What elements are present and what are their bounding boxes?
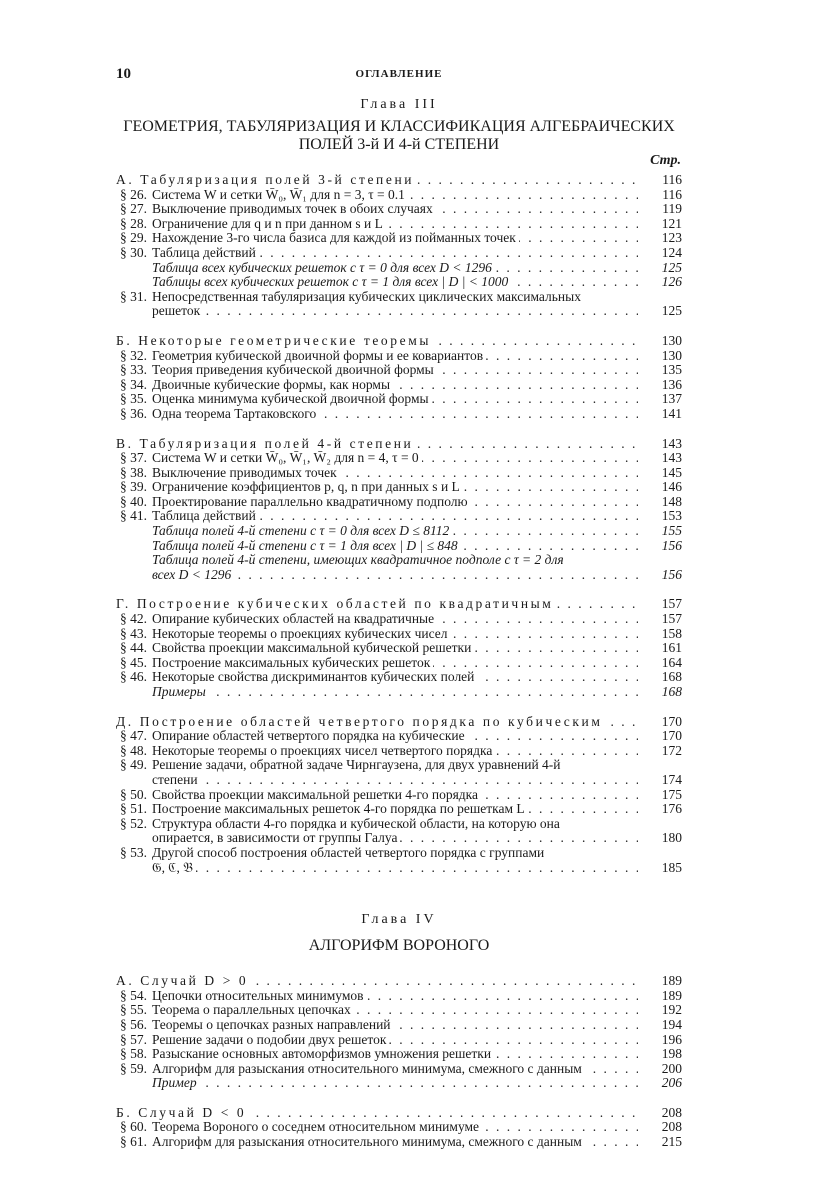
page-ref: 180 bbox=[638, 831, 682, 846]
toc-entry-continued bbox=[116, 861, 682, 876]
section-number: § 29. bbox=[120, 230, 147, 246]
section-number: § 44. bbox=[120, 640, 147, 656]
section-number: § 45. bbox=[120, 654, 147, 670]
toc-entry bbox=[116, 261, 682, 276]
entry-title: Ограничение для q и n при данном s и L bbox=[152, 217, 386, 231]
page-ref: 170 bbox=[638, 715, 682, 730]
section-number: § 50. bbox=[120, 786, 147, 802]
section-number: § 54. bbox=[120, 987, 147, 1003]
toc-entry bbox=[116, 349, 682, 364]
page-ref: 157 bbox=[638, 597, 682, 612]
part-heading bbox=[116, 1106, 682, 1121]
toc-entry bbox=[116, 524, 682, 539]
part-heading bbox=[116, 334, 682, 349]
page-ref: 168 bbox=[638, 685, 682, 700]
page-ref: 148 bbox=[638, 495, 682, 510]
toc-entry bbox=[116, 989, 682, 1004]
page-ref: 172 bbox=[638, 744, 682, 759]
section-number: § 30. bbox=[120, 244, 147, 260]
toc-entry bbox=[116, 612, 682, 627]
table-of-contents bbox=[116, 96, 682, 1150]
toc-entry bbox=[116, 539, 682, 554]
entry-title: опирается, в зависимости от группы Галуа bbox=[152, 831, 400, 845]
toc-entry bbox=[116, 392, 682, 407]
entry-title: Построение максимальных решеток 4-го порядка по решеткам L bbox=[152, 802, 528, 816]
page-ref: 192 bbox=[638, 1003, 682, 1018]
page-ref: 189 bbox=[638, 989, 682, 1004]
entry-title: всех D < 1296 bbox=[152, 568, 234, 582]
section-number: § 40. bbox=[120, 493, 147, 509]
toc-entry-continued bbox=[116, 304, 682, 319]
entry-title: Пример bbox=[152, 1076, 200, 1090]
page-header bbox=[116, 66, 682, 84]
section-number: § 27. bbox=[120, 201, 147, 217]
section-number: § 39. bbox=[120, 479, 147, 495]
entry-title: Некоторые свойства дискриминантов кубических полей bbox=[152, 670, 477, 684]
part-heading bbox=[116, 715, 682, 730]
entry-title: Теорема Вороного о соседнем относительном минимуме bbox=[152, 1120, 482, 1134]
toc-entry bbox=[116, 290, 682, 305]
section-number: § 31. bbox=[120, 288, 147, 304]
ch4-part-a-block bbox=[116, 974, 682, 1091]
page-ref: 174 bbox=[638, 773, 682, 788]
entry-title: А. Случай D > 0 bbox=[116, 974, 251, 988]
page-ref: 157 bbox=[638, 612, 682, 627]
toc-entry-continued bbox=[116, 568, 682, 583]
page-ref: 119 bbox=[638, 202, 682, 217]
part-v-block bbox=[116, 437, 682, 583]
section-number: § 43. bbox=[120, 625, 147, 641]
part-heading bbox=[116, 974, 682, 989]
page-ref: 185 bbox=[638, 861, 682, 876]
page-ref: 175 bbox=[638, 788, 682, 803]
section-number: § 46. bbox=[120, 669, 147, 685]
page-ref: 116 bbox=[638, 188, 682, 203]
page-ref: 145 bbox=[638, 466, 682, 481]
toc-entry bbox=[116, 202, 682, 217]
section-number: § 58. bbox=[120, 1046, 147, 1062]
section-number: § 37. bbox=[120, 450, 147, 466]
part-g-block bbox=[116, 597, 682, 699]
running-head: ОГЛАВЛЕНИЕ bbox=[355, 68, 443, 80]
page-ref: 136 bbox=[638, 378, 682, 393]
page-ref: 170 bbox=[638, 729, 682, 744]
page-ref: 130 bbox=[638, 349, 682, 364]
entry-title: Таблицы всех кубических решеток с τ = 1 для всех | D | < 1000 bbox=[152, 275, 511, 289]
toc-entry bbox=[116, 188, 682, 203]
entry-title: Свойства проекции максимальной кубической решетки bbox=[152, 641, 474, 655]
page-ref: 200 bbox=[638, 1062, 682, 1077]
section-number: § 42. bbox=[120, 611, 147, 627]
toc-entry bbox=[116, 627, 682, 642]
toc-entry bbox=[116, 275, 682, 290]
chapter-3-label: Глава III bbox=[360, 97, 438, 112]
entry-title: Выключение приводимых точек bbox=[152, 466, 340, 480]
entry-title: Опирание кубических областей на квадратичные bbox=[152, 612, 437, 626]
page-ref: 194 bbox=[638, 1018, 682, 1033]
section-number: § 55. bbox=[120, 1002, 147, 1018]
chapter-3-title bbox=[116, 118, 682, 154]
entry-title: Таблица действий bbox=[152, 246, 259, 260]
entry-title: Д. Построение областей четвертого порядка по кубическим bbox=[116, 715, 606, 729]
toc-entry-continued bbox=[116, 831, 682, 846]
entry-title: Алгорифм для разыскания относительного минимума, смежного с данным bbox=[152, 1062, 585, 1076]
section-number: § 26. bbox=[120, 186, 147, 202]
toc-entry bbox=[116, 378, 682, 393]
toc-entry bbox=[116, 553, 682, 568]
section-number: § 51. bbox=[120, 801, 147, 817]
toc-entry bbox=[116, 729, 682, 744]
entry-title: В. Табуляризация полей 4-й степени bbox=[116, 437, 416, 451]
page-ref: 121 bbox=[638, 217, 682, 232]
entry-title: Решение задачи о подобии двух решеток bbox=[152, 1033, 389, 1047]
entry-title: Система W и сетки W̄₀, W̄₁ для n = 3, τ = 0.1 bbox=[152, 188, 408, 202]
part-heading bbox=[116, 437, 682, 452]
part-a-block bbox=[116, 173, 682, 319]
section-number: § 49. bbox=[120, 757, 147, 773]
section-number: § 33. bbox=[120, 362, 147, 378]
toc-entry bbox=[116, 480, 682, 495]
page-ref: 143 bbox=[638, 437, 682, 452]
page-column-label: Стр. bbox=[650, 153, 681, 168]
page-ref: 198 bbox=[638, 1047, 682, 1062]
entry-title: Другой способ построения областей четвертого порядка с группами bbox=[152, 846, 547, 860]
toc-entry bbox=[116, 685, 682, 700]
section-number: § 32. bbox=[120, 347, 147, 363]
toc-entry-continued bbox=[116, 773, 682, 788]
section-number: § 28. bbox=[120, 215, 147, 231]
page-ref: 153 bbox=[638, 509, 682, 524]
section-number: § 53. bbox=[120, 844, 147, 860]
page-ref: 116 bbox=[638, 173, 682, 188]
toc-entry bbox=[116, 1018, 682, 1033]
entry-title: Таблица действий bbox=[152, 509, 259, 523]
page-ref: 196 bbox=[638, 1033, 682, 1048]
entry-title: Одна теорема Тартаковского bbox=[152, 407, 319, 421]
toc-entry bbox=[116, 495, 682, 510]
toc-entry bbox=[116, 451, 682, 466]
entry-title: Б. Случай D < 0 bbox=[116, 1106, 249, 1120]
page-ref: 143 bbox=[638, 451, 682, 466]
toc-entry bbox=[116, 407, 682, 422]
page-ref: 125 bbox=[638, 261, 682, 276]
chapter-3-title-line-1: ГЕОМЕТРИЯ, ТАБУЛЯРИЗАЦИЯ И КЛАССИФИКАЦИЯ АЛГЕБРАИЧЕСКИХ bbox=[123, 118, 675, 135]
page-ref: 146 bbox=[638, 480, 682, 495]
entry-title: Выключение приводимых точек в обоих случаях bbox=[152, 202, 436, 216]
entry-title: Таблица полей 4-й степени с τ = 1 для всех | D | ≤ 848 bbox=[152, 539, 461, 553]
entry-title: Непосредственная табуляризация кубических циклических максимальных bbox=[152, 290, 584, 304]
ch4-part-b-block bbox=[116, 1106, 682, 1150]
entry-title: Теорема о параллельных цепочках bbox=[152, 1003, 354, 1017]
page-ref: 156 bbox=[638, 568, 682, 583]
section-number: § 34. bbox=[120, 376, 147, 392]
toc-entry bbox=[116, 217, 682, 232]
section-number: § 59. bbox=[120, 1060, 147, 1076]
part-heading bbox=[116, 173, 682, 188]
entry-title: Некоторые теоремы о проекциях кубических чисел bbox=[152, 627, 451, 641]
page-ref: 189 bbox=[638, 974, 682, 989]
entry-title: Структура области 4-го порядка и кубической области, на которую она bbox=[152, 817, 563, 831]
toc-entry bbox=[116, 656, 682, 671]
toc-entry bbox=[116, 1062, 682, 1077]
entry-title: степени bbox=[152, 773, 201, 787]
section-number: § 47. bbox=[120, 728, 147, 744]
entry-title: 𝔊, ℭ, 𝔅 bbox=[152, 861, 196, 875]
entry-title: Теоремы о цепочках разных направлений bbox=[152, 1018, 394, 1032]
entry-title: Таблица полей 4-й степени, имеющих квадратичное подполе с τ = 2 для bbox=[152, 553, 567, 567]
page-ref: 164 bbox=[638, 656, 682, 671]
page-ref: 206 bbox=[638, 1076, 682, 1091]
entry-title: Решение задачи, обратной задаче Чирнгаузена, для двух уравнений 4-й bbox=[152, 758, 564, 772]
entry-title: Двоичные кубические формы, как нормы bbox=[152, 378, 393, 392]
entry-title: Опирание областей четвертого порядка на кубические bbox=[152, 729, 468, 743]
entry-title: Ограничение коэффициентов p, q, n при данных s и L bbox=[152, 480, 463, 494]
toc-entry bbox=[116, 1076, 682, 1091]
toc-entry bbox=[116, 744, 682, 759]
page-ref: 155 bbox=[638, 524, 682, 539]
page-ref: 161 bbox=[638, 641, 682, 656]
chapter-4-title: АЛГОРИФМ ВОРОНОГО bbox=[308, 937, 490, 955]
entry-title: Г. Построение кубических областей по квадратичным bbox=[116, 597, 556, 611]
page-ref: 215 bbox=[638, 1135, 682, 1150]
toc-entry bbox=[116, 231, 682, 246]
entry-title: Некоторые теоремы о проекциях чисел четвертого порядка bbox=[152, 744, 495, 758]
entry-title: Таблица полей 4-й степени с τ = 0 для всех D ≤ 8112 bbox=[152, 524, 452, 538]
section-number: § 48. bbox=[120, 742, 147, 758]
section-number: § 56. bbox=[120, 1016, 147, 1032]
page-ref: 137 bbox=[638, 392, 682, 407]
toc-entry bbox=[116, 670, 682, 685]
page-ref: 208 bbox=[638, 1120, 682, 1135]
entry-title: А. Табуляризация полей 3-й степени bbox=[116, 173, 417, 187]
toc-entry bbox=[116, 1135, 682, 1150]
toc-entry bbox=[116, 1120, 682, 1135]
chapter-4-label: Глава IV bbox=[361, 912, 437, 928]
toc-entry bbox=[116, 846, 682, 861]
toc-entry bbox=[116, 246, 682, 261]
page-ref: 176 bbox=[638, 802, 682, 817]
entry-title: Геометрия кубической двоичной формы и ее ковариантов bbox=[152, 349, 486, 363]
part-b-block bbox=[116, 334, 682, 422]
toc-entry bbox=[116, 509, 682, 524]
page-ref: 125 bbox=[638, 304, 682, 319]
page-ref: 130 bbox=[638, 334, 682, 349]
toc-entry bbox=[116, 641, 682, 656]
page-ref: 168 bbox=[638, 670, 682, 685]
entry-title: Нахождение 3-го числа базиса для каждой из пойманных точек bbox=[152, 231, 519, 245]
section-number: § 61. bbox=[120, 1134, 147, 1150]
toc-entry bbox=[116, 1047, 682, 1062]
toc-entry bbox=[116, 802, 682, 817]
page-ref: 135 bbox=[638, 363, 682, 378]
toc-entry bbox=[116, 1033, 682, 1048]
toc-entry bbox=[116, 466, 682, 481]
toc-entry bbox=[116, 817, 682, 832]
section-number: § 57. bbox=[120, 1031, 147, 1047]
section-number: § 41. bbox=[120, 508, 147, 524]
chapter-3-title-line-2: ПОЛЕЙ 3-й И 4-й СТЕПЕНИ bbox=[298, 136, 500, 153]
section-number: § 38. bbox=[120, 464, 147, 480]
toc-entry bbox=[116, 788, 682, 803]
section-number: § 60. bbox=[120, 1119, 147, 1135]
entry-title: Проектирование параллельно квадратичному подполю bbox=[152, 495, 471, 509]
part-heading bbox=[116, 597, 682, 612]
section-number: § 35. bbox=[120, 391, 147, 407]
page-ref: 158 bbox=[638, 627, 682, 642]
toc-entry bbox=[116, 363, 682, 378]
page-ref: 141 bbox=[638, 407, 682, 422]
entry-title: Оценка минимума кубической двоичной формы bbox=[152, 392, 432, 406]
page-ref: 124 bbox=[638, 246, 682, 261]
page-ref: 208 bbox=[638, 1106, 682, 1121]
page-ref: 123 bbox=[638, 231, 682, 246]
entry-title: решеток bbox=[152, 304, 203, 318]
entry-title: Теория приведения кубической двоичной формы bbox=[152, 363, 437, 377]
page-number: 10 bbox=[116, 66, 131, 82]
entry-title: Цепочки относительных минимумов bbox=[152, 989, 367, 1003]
entry-title: Разыскание основных автоморфизмов умножения решетки bbox=[152, 1047, 494, 1061]
entry-title: Система W и сетки W̄₀, W̄₁, W̄₂ для n = 4, τ = 0 bbox=[152, 451, 422, 465]
entry-title: Примеры bbox=[152, 685, 209, 699]
entry-title: Таблица всех кубических решеток с τ = 0 для всех D < 1296 bbox=[152, 261, 495, 275]
section-number: § 36. bbox=[120, 405, 147, 421]
entry-title: Алгорифм для разыскания относительного минимума, смежного с данным bbox=[152, 1135, 585, 1149]
entry-title: Б. Некоторые геометрические теоремы bbox=[116, 334, 434, 348]
entry-title: Построение максимальных кубических решеток bbox=[152, 656, 433, 670]
toc-entry bbox=[116, 1003, 682, 1018]
section-number: § 52. bbox=[120, 815, 147, 831]
entry-title: Свойства проекции максимальной решетки 4-го порядка bbox=[152, 788, 481, 802]
page-ref: 156 bbox=[638, 539, 682, 554]
page-ref: 126 bbox=[638, 275, 682, 290]
toc-entry bbox=[116, 758, 682, 773]
part-d-block bbox=[116, 715, 682, 876]
